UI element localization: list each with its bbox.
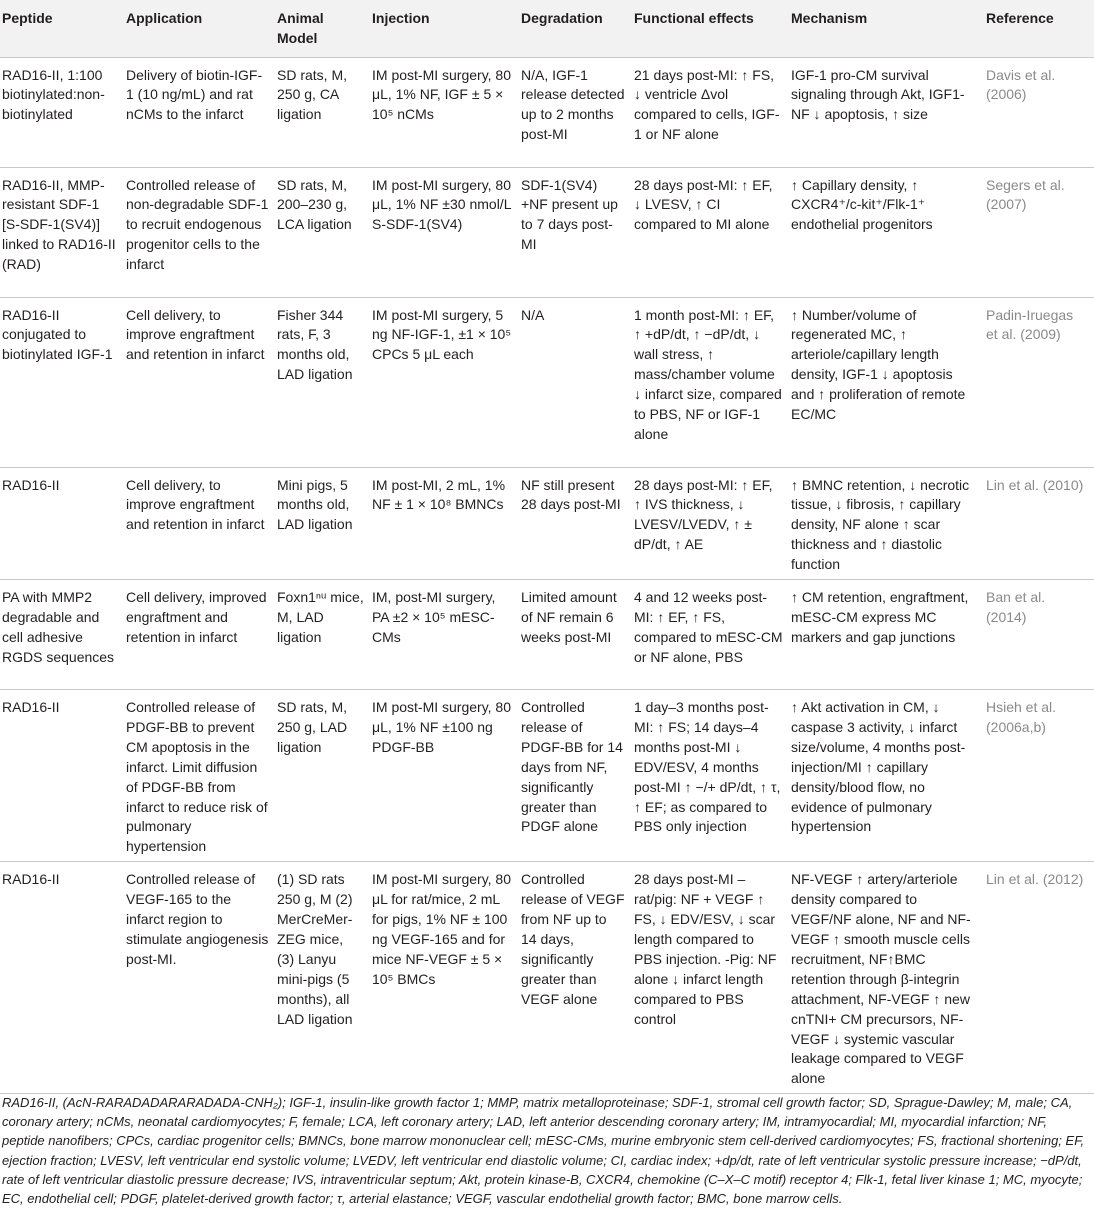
header-application: Application — [124, 0, 275, 57]
table-row — [0, 57, 1094, 167]
cell-peptide: RAD16-II — [0, 862, 124, 1094]
cell-animal-model: SD rats, M, 250 g, LAD ligation — [275, 690, 370, 862]
table-row — [0, 467, 1094, 580]
cell-functional-effects: 1 month post-MI: ↑ EF, ↑ +dP/dt, ↑ −dP/dt, ↓ wall stress, ↑ mass/chamber volume ↓ infarct size, compared to PBS, NF or IGF-1 alone — [632, 297, 789, 467]
cell-application: Cell delivery, to improve engraftment and retention in infarct — [124, 297, 275, 467]
cell-functional-effects: 1 day–3 months post-MI: ↑ FS; 14 days–4 months post-MI ↓ EDV/ESV, 4 months post-MI ↑ −/+ dP/dt, ↑ τ, ↑ EF; as compared to PBS only injection — [632, 690, 789, 862]
cell-reference: Padin-Iruegas et al. (2009) — [984, 297, 1094, 467]
cell-degradation: NF still present 28 days post-MI — [519, 467, 632, 580]
cell-mechanism: ↑ Akt activation in CM, ↓ caspase 3 activity, ↓ infarct size/volume, 4 months post-injection/MI ↑ capillary density/blood flow, no evidence of pulmonary hypertension — [789, 690, 984, 862]
cell-animal-model: Fisher 344 rats, F, 3 months old, LAD ligation — [275, 297, 370, 467]
cell-mechanism: ↑ Number/volume of regenerated MC, ↑ arteriole/capillary length density, IGF-1 ↓ apoptosis and ↑ proliferation of remote EC/MC — [789, 297, 984, 467]
cell-reference: Lin et al. (2012) — [984, 862, 1094, 1094]
cell-injection: IM post-MI surgery, 5 ng NF-IGF-1, ±1 × 10⁵ CPCs 5 μL each — [370, 297, 519, 467]
cell-peptide: RAD16-II — [0, 690, 124, 862]
cell-injection: IM post-MI surgery, 80 μL, 1% NF ±100 ng PDGF-BB — [370, 690, 519, 862]
cell-reference: Hsieh et al. (2006a,b) — [984, 690, 1094, 862]
table-footnote: RAD16-II, (AcN-RARADADARARADADA-CNH₂); IGF-1, insulin-like growth factor 1; MMP, matrix metalloproteinase; SDF-1, stromal cell growth factor; SD, Sprague-Dawley; M, male; CA, coronary artery; nCMs, neonatal cardiomyocytes; F, female; LCA, left coronary artery; LAD, left anterior descending coronary artery; IM, intramyocardial; MI, myocardial infarction; NF, peptide nanofibers; CPCs, cardiac progenitor cells; BMNCs, bone marrow mononuclear cell; mESC-CMs, murine embryonic stem cell-derived cardiomyocytes; FS, fractional shortening; EF, ejection fraction; LVESV, left ventricular end systolic volume; LVEDV, left ventricular end diastolic volume; CI, cardiac index; +dp/dt, rate of left ventricular systolic pressure increase; −dP/dt, rate of left ventricular diastolic pressure decrease; IVS, intraventricular septum; Akt, protein kinase-B, CXCR4, chemokine (C–X–C motif) receptor 4; Flk-1, fetal liver kinase 1; MC, myocyte; EC, endothelial cell; PDGF, platelet-derived growth factor; τ, arterial elastance; VEGF, vascular endothelial growth factor; BMC, bone marrow cells. — [2, 1095, 1085, 1207]
cell-application: Controlled release of non-degradable SDF-1 to recruit endogenous progenitor cells to the infarct — [124, 167, 275, 297]
cell-peptide: RAD16-II — [0, 467, 124, 580]
cell-animal-model: Foxn1ⁿᵘ mice, M, LAD ligation — [275, 580, 370, 690]
table-header-row — [0, 0, 1094, 57]
cell-injection: IM post-MI surgery, 80 μL, 1% NF, IGF ± 5 × 10⁵ nCMs — [370, 57, 519, 167]
cell-degradation: Limited amount of NF remain 6 weeks post-MI — [519, 580, 632, 690]
cell-application: Cell delivery, to improve engraftment and retention in infarct — [124, 467, 275, 580]
cell-application: Delivery of biotin-IGF-1 (10 ng/mL) and rat nCMs to the infarct — [124, 57, 275, 167]
cell-injection: IM, post-MI surgery, PA ±2 × 10⁵ mESC-CMs — [370, 580, 519, 690]
cell-mechanism: ↑ BMNC retention, ↓ necrotic tissue, ↓ fibrosis, ↑ capillary density, NF alone ↑ scar thickness and ↑ diastolic function — [789, 467, 984, 580]
cell-animal-model: (1) SD rats 250 g, M (2) MerCreMer-ZEG mice, (3) Lanyu mini-pigs (5 months), all LAD ligation — [275, 862, 370, 1094]
table-row — [0, 297, 1094, 467]
cell-degradation: Controlled release of VEGF from NF up to 14 days, significantly greater than VEGF alone — [519, 862, 632, 1094]
header-degradation: Degradation — [519, 0, 632, 57]
cell-injection: IM post-MI surgery, 80 μL, 1% NF ±30 nmol/L S-SDF-1(SV4) — [370, 167, 519, 297]
cell-functional-effects: 21 days post-MI: ↑ FS, ↓ ventricle Δvol compared to cells, IGF-1 or NF alone — [632, 57, 789, 167]
cell-animal-model: SD rats, M, 200–230 g, LCA ligation — [275, 167, 370, 297]
header-peptide: Peptide — [0, 0, 124, 57]
header-injection: Injection — [370, 0, 519, 57]
cell-reference: Segers et al. (2007) — [984, 167, 1094, 297]
header-mechanism: Mechanism — [789, 0, 984, 57]
cell-reference: Ban et al. (2014) — [984, 580, 1094, 690]
cell-animal-model: Mini pigs, 5 months old, LAD ligation — [275, 467, 370, 580]
cell-application: Controlled release of PDGF-BB to prevent CM apoptosis in the infarct. Limit diffusion of PDGF-BB from infarct to reduce risk of pulmonary hypertension — [124, 690, 275, 862]
cell-reference: Lin et al. (2010) — [984, 467, 1094, 580]
cell-mechanism: ↑ Capillary density, ↑ CXCR4⁺/c-kit⁺/Flk-1⁺ endothelial progenitors — [789, 167, 984, 297]
cell-degradation: N/A, IGF-1 release detected up to 2 months post-MI — [519, 57, 632, 167]
cell-peptide: RAD16-II conjugated to biotinylated IGF-1 — [0, 297, 124, 467]
table-row — [0, 690, 1094, 862]
cell-degradation: N/A — [519, 297, 632, 467]
table-row — [0, 862, 1094, 1094]
cell-functional-effects: 28 days post-MI –rat/pig: NF + VEGF ↑ FS, ↓ EDV/ESV, ↓ scar length compared to PBS injection. -Pig: NF alone ↓ infarct length compared to PBS control — [632, 862, 789, 1094]
cell-functional-effects: 28 days post-MI: ↑ EF, ↑ IVS thickness, ↓ LVESV/LVEDV, ↑ ± dP/dt, ↑ AE — [632, 467, 789, 580]
cell-mechanism: NF-VEGF ↑ artery/arteriole density compared to VEGF/NF alone, NF and NF-VEGF ↑ smooth muscle cells recruitment, NF↑BMC retention through β-integrin attachment, NF-VEGF ↑ new cnTNI+ CM precursors, NF-VEGF ↓ systemic vascular leakage compared to VEGF alone — [789, 862, 984, 1094]
cell-functional-effects: 4 and 12 weeks post-MI: ↑ EF, ↑ FS, compared to mESC-CM or NF alone, PBS — [632, 580, 789, 690]
cell-application: Controlled release of VEGF-165 to the infarct region to stimulate angiogenesis post-MI. — [124, 862, 275, 1094]
table-row — [0, 580, 1094, 690]
cell-mechanism: IGF-1 pro-CM survival signaling through Akt, IGF1-NF ↓ apoptosis, ↑ size — [789, 57, 984, 167]
cell-reference: Davis et al. (2006) — [984, 57, 1094, 167]
header-reference: Reference — [984, 0, 1094, 57]
cell-injection: IM post-MI, 2 mL, 1% NF ± 1 × 10⁸ BMNCs — [370, 467, 519, 580]
cell-peptide: RAD16-II, 1:100 biotinylated:non-biotinylated — [0, 57, 124, 167]
cell-animal-model: SD rats, M, 250 g, CA ligation — [275, 57, 370, 167]
cell-degradation: SDF-1(SV4) +NF present up to 7 days post-MI — [519, 167, 632, 297]
cell-functional-effects: 28 days post-MI: ↑ EF, ↓ LVESV, ↑ CI compared to MI alone — [632, 167, 789, 297]
header-functional-effects: Functional effects — [632, 0, 789, 57]
cell-peptide: RAD16-II, MMP-resistant SDF-1 [S-SDF-1(SV4)] linked to RAD16-II (RAD) — [0, 167, 124, 297]
cell-injection: IM post-MI surgery, 80 μL for rat/mice, 2 mL for pigs, 1% NF ± 100 ng VEGF-165 and for mice NF-VEGF ± 5 × 10⁵ BMCs — [370, 862, 519, 1094]
table-row — [0, 167, 1094, 297]
header-animal-model: Animal Model — [275, 0, 370, 57]
cell-peptide: PA with MMP2 degradable and cell adhesive RGDS sequences — [0, 580, 124, 690]
cell-application: Cell delivery, improved engraftment and retention in infarct — [124, 580, 275, 690]
cell-mechanism: ↑ CM retention, engraftment, mESC-CM express MC markers and gap junctions — [789, 580, 984, 690]
cell-degradation: Controlled release of PDGF-BB for 14 days from NF, significantly greater than PDGF alone — [519, 690, 632, 862]
